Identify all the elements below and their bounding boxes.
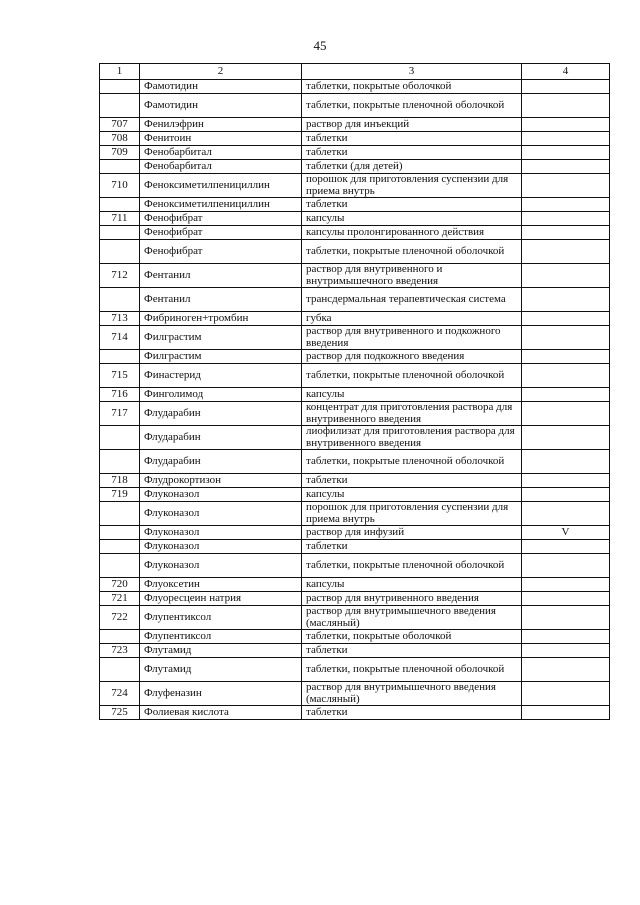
dosage-form-cell: таблетки, покрытые оболочкой	[302, 80, 522, 94]
note-cell	[522, 160, 610, 174]
row-number-cell	[100, 450, 140, 474]
row-number-cell: 708	[100, 132, 140, 146]
table-row	[100, 682, 610, 706]
note-cell	[522, 578, 610, 592]
column-header: 4	[522, 64, 610, 80]
header-row	[100, 64, 610, 80]
row-number-cell	[100, 160, 140, 174]
dosage-form-cell: раствор для инъекций	[302, 118, 522, 132]
drug-name-cell: Флуконазол	[140, 540, 302, 554]
drug-name-cell: Флуконазол	[140, 488, 302, 502]
row-number-cell: 715	[100, 364, 140, 388]
drug-name-cell: Флутамид	[140, 644, 302, 658]
drug-name-cell: Фенитоин	[140, 132, 302, 146]
note-cell	[522, 80, 610, 94]
note-cell	[522, 488, 610, 502]
table-row	[100, 350, 610, 364]
drug-name-cell: Фенилэфрин	[140, 118, 302, 132]
dosage-form-cell: таблетки	[302, 540, 522, 554]
table-row	[100, 174, 610, 198]
dosage-form-cell: таблетки	[302, 706, 522, 720]
table-row	[100, 240, 610, 264]
note-cell	[522, 426, 610, 450]
row-number-cell: 718	[100, 474, 140, 488]
drug-name-cell: Фентанил	[140, 288, 302, 312]
dosage-form-cell: капсулы	[302, 388, 522, 402]
table-row	[100, 118, 610, 132]
row-number-cell	[100, 658, 140, 682]
dosage-form-cell: таблетки, покрытые пленочной оболочкой	[302, 658, 522, 682]
column-header: 3	[302, 64, 522, 80]
note-cell	[522, 706, 610, 720]
row-number-cell: 713	[100, 312, 140, 326]
drug-name-cell: Флударабин	[140, 402, 302, 426]
table-row	[100, 706, 610, 720]
note-cell	[522, 592, 610, 606]
drug-name-cell: Флуоксетин	[140, 578, 302, 592]
note-cell	[522, 606, 610, 630]
dosage-form-cell: таблетки, покрытые пленочной оболочкой	[302, 364, 522, 388]
table-row	[100, 578, 610, 592]
drug-name-cell: Флутамид	[140, 658, 302, 682]
table-row	[100, 658, 610, 682]
dosage-form-cell: капсулы	[302, 578, 522, 592]
row-number-cell	[100, 80, 140, 94]
dosage-form-cell: капсулы пролонгированного действия	[302, 226, 522, 240]
drug-name-cell: Филграстим	[140, 326, 302, 350]
note-cell	[522, 402, 610, 426]
dosage-form-cell: раствор для внутривенного введения	[302, 592, 522, 606]
table-row	[100, 312, 610, 326]
dosage-form-cell: порошок для приготовления суспензии для приема внутрь	[302, 502, 522, 526]
dosage-form-cell: губка	[302, 312, 522, 326]
row-number-cell: 725	[100, 706, 140, 720]
note-cell	[522, 118, 610, 132]
table-row	[100, 198, 610, 212]
note-cell	[522, 326, 610, 350]
drug-name-cell: Фамотидин	[140, 94, 302, 118]
table-row	[100, 540, 610, 554]
dosage-form-cell: таблетки (для детей)	[302, 160, 522, 174]
drug-name-cell: Фенофибрат	[140, 226, 302, 240]
row-number-cell: 711	[100, 212, 140, 226]
drug-name-cell: Феноксиметилпенициллин	[140, 198, 302, 212]
table-body	[100, 80, 610, 720]
row-number-cell: 707	[100, 118, 140, 132]
note-cell	[522, 198, 610, 212]
table-row	[100, 606, 610, 630]
dosage-form-cell: лиофилизат для приготовления раствора для внутривенного введения	[302, 426, 522, 450]
dosage-form-cell: таблетки, покрытые пленочной оболочкой	[302, 450, 522, 474]
table-row	[100, 146, 610, 160]
row-number-cell	[100, 226, 140, 240]
note-cell	[522, 630, 610, 644]
drug-name-cell: Флудрокортизон	[140, 474, 302, 488]
drug-name-cell: Фолиевая кислота	[140, 706, 302, 720]
row-number-cell	[100, 502, 140, 526]
table-row	[100, 426, 610, 450]
note-cell	[522, 364, 610, 388]
dosage-form-cell: таблетки, покрытые оболочкой	[302, 630, 522, 644]
note-cell: V	[522, 526, 610, 540]
dosage-form-cell: таблетки	[302, 644, 522, 658]
dosage-form-cell: таблетки	[302, 198, 522, 212]
table-row	[100, 288, 610, 312]
table-row	[100, 160, 610, 174]
note-cell	[522, 554, 610, 578]
note-cell	[522, 388, 610, 402]
drug-name-cell: Флударабин	[140, 450, 302, 474]
row-number-cell	[100, 94, 140, 118]
row-number-cell	[100, 288, 140, 312]
dosage-form-cell: раствор для внутривенного и подкожного введения	[302, 326, 522, 350]
note-cell	[522, 146, 610, 160]
row-number-cell: 720	[100, 578, 140, 592]
drug-name-cell: Фамотидин	[140, 80, 302, 94]
drug-table	[99, 63, 610, 720]
row-number-cell: 721	[100, 592, 140, 606]
table-row	[100, 94, 610, 118]
dosage-form-cell: раствор для внутривенного и внутримышечного введения	[302, 264, 522, 288]
table-row	[100, 212, 610, 226]
dosage-form-cell: таблетки, покрытые пленочной оболочкой	[302, 554, 522, 578]
dosage-form-cell: таблетки, покрытые пленочной оболочкой	[302, 94, 522, 118]
drug-name-cell: Финголимод	[140, 388, 302, 402]
drug-name-cell: Фенофибрат	[140, 212, 302, 226]
note-cell	[522, 474, 610, 488]
dosage-form-cell: раствор для инфузий	[302, 526, 522, 540]
row-number-cell	[100, 350, 140, 364]
note-cell	[522, 94, 610, 118]
row-number-cell: 709	[100, 146, 140, 160]
table-row	[100, 502, 610, 526]
table-row	[100, 450, 610, 474]
drug-name-cell: Фенофибрат	[140, 240, 302, 264]
table-row	[100, 488, 610, 502]
row-number-cell: 710	[100, 174, 140, 198]
dosage-form-cell: раствор для внутримышечного введения (масляный)	[302, 682, 522, 706]
table-row	[100, 226, 610, 240]
dosage-form-cell: раствор для внутримышечного введения (масляный)	[302, 606, 522, 630]
table-row	[100, 326, 610, 350]
drug-name-cell: Флуконазол	[140, 554, 302, 578]
row-number-cell	[100, 554, 140, 578]
note-cell	[522, 658, 610, 682]
table-row	[100, 80, 610, 94]
row-number-cell: 716	[100, 388, 140, 402]
table-row	[100, 388, 610, 402]
drug-name-cell: Флуконазол	[140, 526, 302, 540]
table-row	[100, 644, 610, 658]
note-cell	[522, 502, 610, 526]
dosage-form-cell: таблетки, покрытые пленочной оболочкой	[302, 240, 522, 264]
drug-name-cell: Фентанил	[140, 264, 302, 288]
drug-name-cell: Флупентиксол	[140, 606, 302, 630]
drug-name-cell: Фибриноген+тромбин	[140, 312, 302, 326]
table-row	[100, 132, 610, 146]
row-number-cell	[100, 426, 140, 450]
dosage-form-cell: капсулы	[302, 212, 522, 226]
note-cell	[522, 450, 610, 474]
row-number-cell	[100, 526, 140, 540]
note-cell	[522, 288, 610, 312]
note-cell	[522, 264, 610, 288]
drug-name-cell: Фенобарбитал	[140, 146, 302, 160]
drug-name-cell: Флупентиксол	[140, 630, 302, 644]
row-number-cell: 719	[100, 488, 140, 502]
row-number-cell	[100, 240, 140, 264]
note-cell	[522, 350, 610, 364]
row-number-cell: 723	[100, 644, 140, 658]
note-cell	[522, 682, 610, 706]
dosage-form-cell: порошок для приготовления суспензии для приема внутрь	[302, 174, 522, 198]
table-row	[100, 402, 610, 426]
page-number: 45	[313, 38, 327, 53]
table-row	[100, 364, 610, 388]
table-row	[100, 630, 610, 644]
table-row	[100, 474, 610, 488]
row-number-cell	[100, 198, 140, 212]
row-number-cell: 717	[100, 402, 140, 426]
table-row	[100, 554, 610, 578]
row-number-cell: 712	[100, 264, 140, 288]
dosage-form-cell: капсулы	[302, 488, 522, 502]
note-cell	[522, 174, 610, 198]
note-cell	[522, 226, 610, 240]
drug-name-cell: Флуфеназин	[140, 682, 302, 706]
dosage-form-cell: трансдермальная терапевтическая система	[302, 288, 522, 312]
column-header: 2	[140, 64, 302, 80]
drug-name-cell: Филграстим	[140, 350, 302, 364]
note-cell	[522, 212, 610, 226]
table-row	[100, 264, 610, 288]
note-cell	[522, 644, 610, 658]
row-number-cell: 722	[100, 606, 140, 630]
row-number-cell: 724	[100, 682, 140, 706]
note-cell	[522, 240, 610, 264]
row-number-cell: 714	[100, 326, 140, 350]
dosage-form-cell: раствор для подкожного введения	[302, 350, 522, 364]
drug-name-cell: Фенобарбитал	[140, 160, 302, 174]
table-row	[100, 526, 610, 540]
drug-name-cell: Флуоресцеин натрия	[140, 592, 302, 606]
note-cell	[522, 132, 610, 146]
note-cell	[522, 540, 610, 554]
dosage-form-cell: таблетки	[302, 474, 522, 488]
row-number-cell	[100, 540, 140, 554]
drug-name-cell: Флударабин	[140, 426, 302, 450]
drug-name-cell: Феноксиметилпенициллин	[140, 174, 302, 198]
dosage-form-cell: таблетки	[302, 146, 522, 160]
note-cell	[522, 312, 610, 326]
column-header: 1	[100, 64, 140, 80]
drug-name-cell: Флуконазол	[140, 502, 302, 526]
drug-name-cell: Финастерид	[140, 364, 302, 388]
row-number-cell	[100, 630, 140, 644]
dosage-form-cell: концентрат для приготовления раствора для внутривенного введения	[302, 402, 522, 426]
dosage-form-cell: таблетки	[302, 132, 522, 146]
table-row	[100, 592, 610, 606]
